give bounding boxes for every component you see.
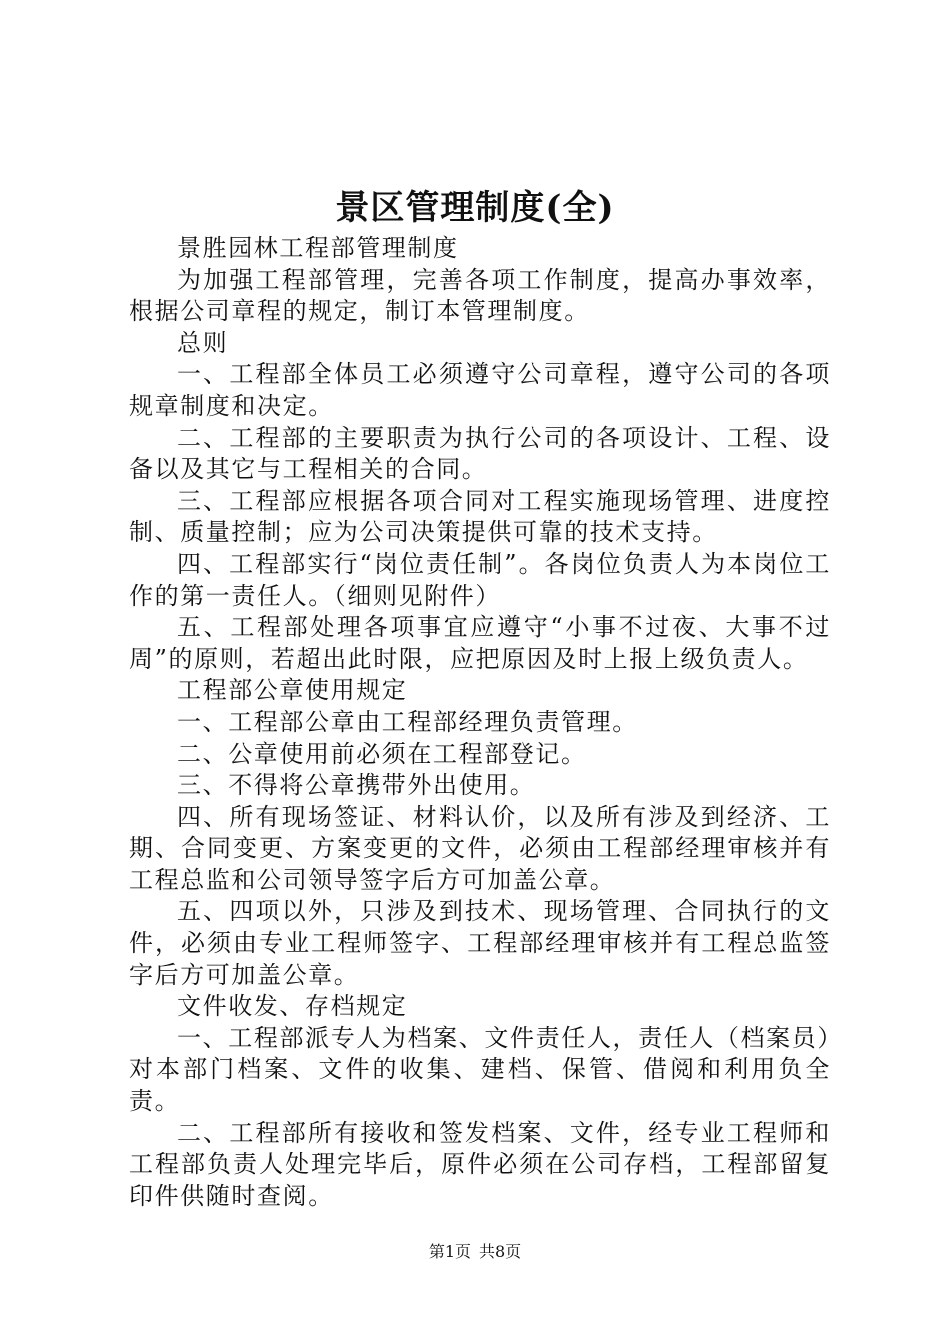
- paragraph: 一、工程部派专人为档案、文件责任人，责任人（档案员）对本部门档案、文件的收集、建档、保管、借阅和利用负全责。: [129, 1023, 831, 1116]
- page-footer: [0, 1241, 950, 1263]
- paragraph: 三、工程部应根据各项合同对工程实施现场管理、进度控制、质量控制；应为公司决策提供可靠的技术支持。: [129, 486, 831, 547]
- paragraph: 总则: [177, 328, 229, 357]
- paragraph: 三、不得将公章携带外出使用。: [177, 771, 536, 800]
- paragraph: 一、工程部全体员工必须遵守公司章程，遵守公司的各项规章制度和决定。: [129, 360, 831, 420]
- paragraph: 四、工程部实行“岗位责任制”。各岗位负责人为本岗位工作的第一责任人。（细则见附件）: [129, 549, 831, 610]
- page-number: 第1页: [428, 1242, 471, 1261]
- paragraph: 四、所有现场签证、材料认价，以及所有涉及到经济、工期、合同变更、方案变更的文件，必须由工程部经理审核并有工程总监和公司领导签字后方可加盖公章。: [129, 802, 831, 894]
- document-body: [129, 233, 831, 1212]
- paragraph: 五、工程部处理各项事宜应遵守“小事不过夜、大事不过周”的原则，若超出此时限，应把原因及时上报上级负责人。: [129, 613, 831, 673]
- paragraph: 景胜园林工程部管理制度: [177, 234, 459, 262]
- page-total: 共8页: [479, 1242, 522, 1261]
- paragraph: 一、工程部公章由工程部经理负责管理。: [177, 707, 638, 736]
- paragraph: 文件收发、存档规定: [177, 992, 408, 1021]
- paragraph: 五、四项以外，只涉及到技术、现场管理、合同执行的文件，必须由专业工程师签字、工程部经理审核并有工程总监签字后方可加盖公章。: [129, 897, 831, 989]
- paragraph: 二、公章使用前必须在工程部登记。: [177, 739, 587, 768]
- document-title: 景区管理制度(全): [335, 188, 615, 228]
- paragraph: 二、工程部所有接收和签发档案、文件，经专业工程师和工程部负责人处理完毕后，原件必须在公司存档，工程部留复印件供随时查阅。: [129, 1118, 831, 1210]
- paragraph: 二、工程部的主要职责为执行公司的各项设计、工程、设备以及其它与工程相关的合同。: [129, 423, 831, 484]
- paragraph: 工程部公章使用规定: [177, 676, 408, 705]
- paragraph: 为加强工程部管理，完善各项工作制度，提高办事效率，根据公司章程的规定，制订本管理制度。: [129, 265, 831, 326]
